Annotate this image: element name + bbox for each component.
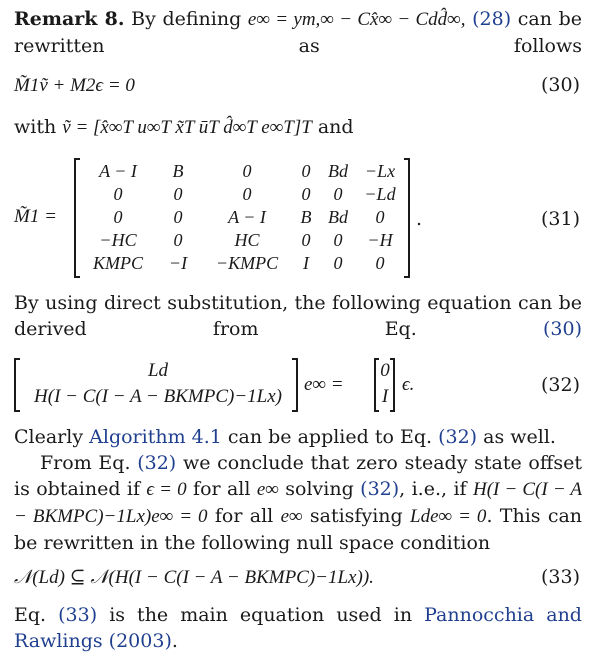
remark-intro: By defining (131, 8, 242, 30)
eq32-mid: e∞ = (304, 374, 344, 395)
eq32-vec-right-bracket (390, 358, 395, 412)
matrix-cell-r2-c0: 0 (113, 207, 123, 227)
matrix-cell-r2-c1: 0 (173, 207, 183, 227)
eq32-left-bracket (14, 358, 20, 412)
matrix-cell-r0-c3: 0 (301, 161, 311, 181)
with-line (14, 114, 582, 141)
with-suffix: and (317, 116, 354, 138)
ref-eq32[interactable]: (32) (438, 426, 478, 448)
matrix-cell-r4-c3: I (303, 253, 309, 273)
with-prefix: with (14, 116, 57, 138)
matrix-cell-r3-c3: 0 (301, 230, 311, 250)
paragraph-substitution (14, 290, 582, 368)
ref-eq32-second[interactable]: (32) (137, 452, 177, 474)
eq32-right-bracket (292, 358, 298, 412)
ref-eq33[interactable]: (33) (58, 604, 98, 626)
eq31-period: . (416, 208, 423, 230)
eq33-expression: 𝒩(Ld) ⊆ 𝒩(H(I − C(I − A − BKMPC)−1Lx)). (14, 567, 374, 588)
matrix-cell-r3-c2: HC (234, 230, 260, 250)
matrix-cell-r1-c0: 0 (113, 184, 123, 204)
para3-m4: e∞ (280, 506, 303, 527)
ref-pannocchia-rawlings[interactable]: Pannocchia and Rawlings (2003) (14, 604, 582, 652)
eq32-tail: ϵ. (402, 374, 415, 395)
para3-t8: . This can be rewritten in the following null space condition (14, 505, 583, 554)
eq32-vec-0: 0 (380, 360, 390, 381)
paragraph-conclusion (14, 602, 582, 654)
eq32-vec-1: I (381, 386, 389, 407)
matrix-cell-r3-c1: 0 (173, 230, 183, 250)
paragraph-offset (14, 450, 582, 556)
matrix-cell-r2-c3: B (300, 207, 312, 227)
para2-t3: as well. (483, 426, 556, 448)
eq32-number: (32) (540, 374, 580, 396)
paragraph-algorithm (14, 424, 582, 450)
ref-eq28[interactable]: (28) (472, 8, 512, 30)
para3-t5: , i.e., if (399, 478, 467, 500)
matrix-cell-r4-c1: −I (168, 253, 188, 273)
matrix-left-bracket (74, 158, 80, 278)
matrix-cell-r4-c0: KMPC (92, 253, 143, 273)
ref-algorithm-4-1[interactable]: Algorithm 4.1 (89, 426, 222, 448)
matrix-cell-r0-c1: B (172, 161, 184, 181)
para4-t1: Eq. (14, 604, 47, 626)
matrix-cell-r1-c2: 0 (242, 184, 252, 204)
para3-t1: From Eq. (40, 452, 131, 474)
matrix-cell-r0-c5: −Lx (364, 161, 396, 181)
equation-33 (14, 564, 580, 591)
para4-t3: . (171, 630, 178, 652)
matrix-cell-r3-c4: 0 (333, 230, 343, 250)
matrix-cell-r2-c5: 0 (375, 207, 385, 227)
matrix-cell-r1-c3: 0 (301, 184, 311, 204)
matrix-cell-r3-c0: −HC (99, 230, 137, 250)
ref-eq32-third[interactable]: (32) (360, 478, 400, 500)
matrix-cell-r3-c5: −H (367, 230, 393, 250)
para3-m3: H(I − C(I − A − BKMPC)−1Lx)e∞ = 0 (14, 479, 583, 527)
eq30-number: (30) (540, 74, 580, 96)
matrix-cell-r4-c5: 0 (375, 253, 385, 273)
matrix-cell-r2-c4: Bd (328, 207, 348, 227)
para3-m5: Lde∞ = 0 (410, 506, 487, 527)
para3-m1: ϵ = 0 (146, 479, 187, 500)
with-expression: ṽ = [x̂∞T u∞T x̃T ūT d̂∞T e∞T]T (62, 117, 312, 138)
eq33-number: (33) (540, 566, 580, 588)
matrix-grid (82, 160, 404, 275)
para2-t2: can be applied to Eq. (227, 426, 433, 448)
matrix-cell-r4-c4: 0 (333, 253, 343, 273)
para3-t2: we conclude that zero steady state offset is obtained if (14, 452, 582, 500)
para3-t3: for all (193, 478, 251, 500)
para4-t2: is the main equation used in (109, 604, 413, 626)
para2-t1: Clearly (14, 426, 84, 448)
remark-tail: can be rewritten as follows (14, 8, 583, 57)
remark-definition: e∞ = ym,∞ − Cx̂∞ − Cdd̂∞, (247, 9, 466, 30)
para3-t6: for all (214, 505, 274, 527)
para3-t4: solving (285, 478, 354, 500)
para3-m2: e∞ (256, 479, 279, 500)
matrix-cell-r0-c2: 0 (242, 161, 252, 181)
matrix-cell-r1-c1: 0 (173, 184, 183, 204)
eq31-lhs: M̃1 = (14, 206, 57, 227)
eq32-top: Ld (147, 360, 169, 381)
matrix-cell-r2-c2: A − I (228, 207, 266, 227)
ref-eq30[interactable]: (30) (542, 318, 582, 340)
eq31-number: (31) (540, 208, 580, 230)
para1-text: By using direct substitution, the following equation can be derived from Eq. (14, 292, 582, 340)
matrix-cell-r0-c4: Bd (328, 161, 348, 181)
equation-31 (14, 156, 580, 280)
matrix-cell-r0-c0: A − I (99, 161, 137, 181)
para3-t7: satisfying (309, 505, 403, 527)
matrix-cell-r1-c5: −Ld (364, 184, 396, 204)
eq30-expression: M̃1ṽ + M2ϵ = 0 (14, 75, 135, 96)
matrix-cell-r4-c2: −KMPC (215, 253, 279, 273)
eq32-bottom: H(I − C(I − A − BKMPC)−1Lx) (34, 386, 282, 407)
equation-30 (14, 72, 580, 99)
remark-label: Remark 8. (14, 8, 125, 30)
matrix-right-bracket (404, 158, 410, 278)
equation-32 (14, 358, 580, 416)
matrix-cell-r1-c4: 0 (333, 184, 343, 204)
